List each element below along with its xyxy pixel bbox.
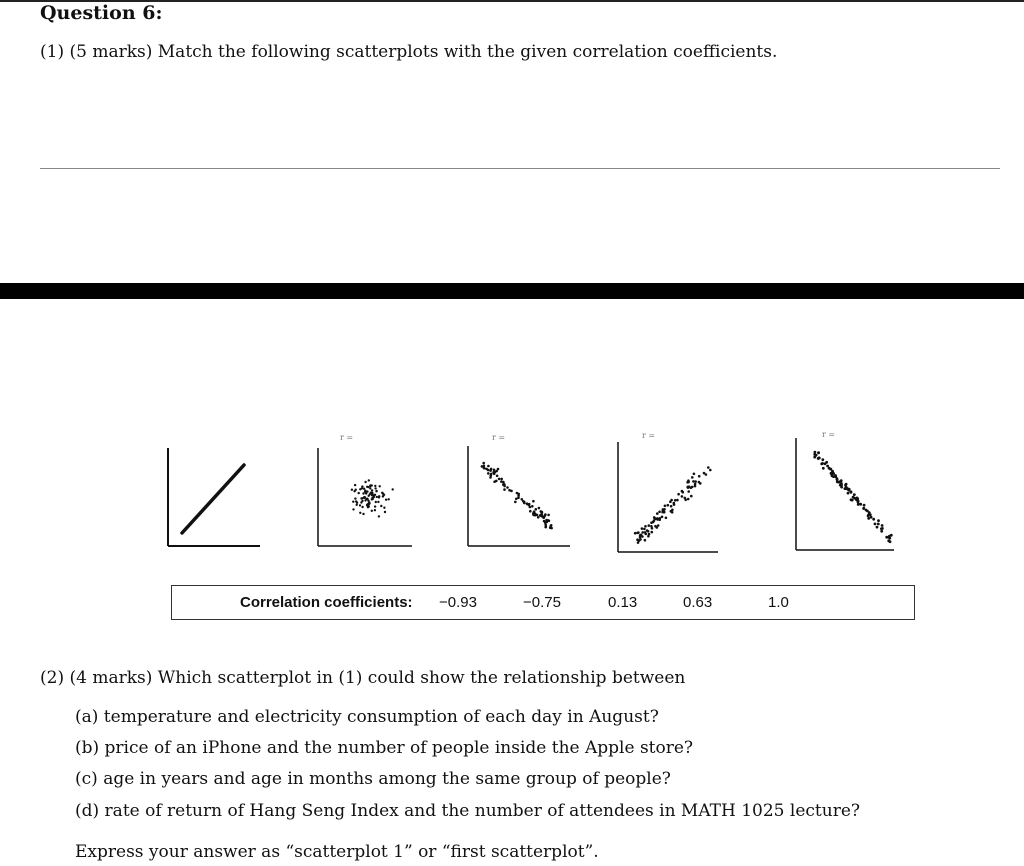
scatter-dot [362, 513, 364, 515]
scatter-dot [378, 515, 380, 517]
scatter-dot [658, 518, 661, 521]
scatter-dot [693, 473, 696, 476]
scatter-dot [818, 457, 821, 460]
scatter-dot [538, 507, 541, 510]
scatter-dot [814, 451, 817, 454]
scatter-dot [643, 528, 646, 531]
scatter-dot [838, 481, 841, 484]
scatter-dot [371, 497, 373, 499]
scatter-dot [381, 492, 383, 494]
scatter-dot [651, 531, 654, 534]
scatter-dot [857, 500, 860, 503]
scatter-dot [485, 468, 488, 471]
scatter-dot [544, 514, 547, 517]
scatter-dot [550, 525, 553, 528]
scatter-dot [681, 495, 684, 498]
scatter-dot [664, 505, 667, 508]
scatter-dot [363, 497, 365, 499]
scatter-dot [359, 512, 361, 514]
scatter-dot [694, 485, 697, 488]
scatter-dot [853, 493, 856, 496]
scatter-dot [354, 484, 356, 486]
scatter-dot [483, 465, 486, 468]
scatter-dot [532, 500, 535, 503]
scatter-dot [542, 516, 545, 519]
scatter-dot [638, 539, 641, 542]
scatter-dot [686, 486, 689, 489]
scatter-dot [877, 523, 880, 526]
scatter-dot [684, 497, 687, 500]
scatter-dot [699, 482, 702, 485]
scatter-dot [510, 490, 513, 493]
part2-prompt: (2) (4 marks) Which scatterplot in (1) could show the relationship between [40, 668, 686, 688]
scatter-dot [698, 475, 701, 478]
r-label: r = [340, 433, 354, 442]
scatter-dot [364, 491, 366, 493]
scatter-dot [529, 506, 532, 509]
scatter-dot [500, 480, 503, 483]
scatter-dot [831, 471, 834, 474]
scatter-dot [502, 483, 505, 486]
scatter-dot [641, 535, 644, 538]
scatter-dot [352, 508, 354, 510]
scatter-dot [707, 466, 710, 469]
coefficient-value: −0.93 [439, 594, 477, 611]
scatterplot-1 [160, 428, 272, 553]
scatter-dot [670, 499, 673, 502]
scatter-dot [500, 478, 503, 481]
scatter-dot [531, 505, 534, 508]
scatterplot-5 [782, 428, 894, 553]
scatter-dot [872, 518, 875, 521]
scatter-dot [493, 480, 496, 483]
scatter-dot [540, 513, 543, 516]
scatter-dot [374, 485, 376, 487]
scatter-dot [645, 533, 648, 536]
question-title: Question 6: [40, 2, 163, 24]
scatter-dot [639, 534, 642, 537]
scatter-dot [487, 472, 490, 475]
part2-item-a: (a) temperature and electricity consumption of each day in August? [75, 707, 659, 727]
scatter-dot [832, 475, 835, 478]
scatter-dot [888, 536, 891, 539]
scatter-dot [881, 524, 884, 527]
scatter-dot [845, 483, 848, 486]
scatter-dot [863, 504, 866, 507]
scatter-dot [515, 498, 518, 501]
part2-item-c: (c) age in years and age in months among the same group of people? [75, 769, 671, 789]
scatter-dot [371, 489, 373, 491]
r-label: r = [642, 431, 656, 440]
coefficients-label: Correlation coefficients: [240, 594, 413, 611]
scatter-dot [517, 496, 520, 499]
scatter-dot [356, 502, 358, 504]
scatter-dot [376, 496, 378, 498]
scatter-dot [885, 536, 888, 539]
scatter-dot [374, 509, 376, 511]
part2-item-b: (b) price of an iPhone and the number of people inside the Apple store? [75, 738, 694, 758]
scatter-dot [483, 467, 486, 470]
scatter-dot [847, 492, 850, 495]
scatter-dot [677, 493, 680, 496]
scatter-dot [667, 504, 670, 507]
scatter-dot [384, 511, 386, 513]
scatter-dot [852, 496, 855, 499]
scatter-dot [380, 505, 382, 507]
scatter-dot [368, 479, 370, 481]
part1-prompt: (1) (5 marks) Match the following scatterplots with the given correlation coefficients. [40, 42, 778, 62]
scatter-dot [636, 532, 639, 535]
scatter-dot [676, 499, 679, 502]
scatter-dot [848, 488, 851, 491]
scatter-dot [826, 465, 829, 468]
scatter-dot [358, 492, 360, 494]
scatter-dot [691, 486, 694, 489]
redaction-bar [0, 283, 1024, 299]
scatter-dot [857, 503, 860, 506]
scatter-dot [821, 458, 824, 461]
scatter-dot [851, 499, 854, 502]
scatter-dot [370, 492, 372, 494]
scatter-dot [862, 507, 865, 510]
scatter-dot [641, 527, 644, 530]
scatter-dot [354, 497, 356, 499]
scatter-dot [829, 468, 832, 471]
scatter-dot [366, 498, 368, 500]
scatter-dot [657, 524, 660, 527]
scatter-dot [532, 513, 535, 516]
scatter-dot [868, 511, 871, 514]
scatter-dot [644, 539, 647, 542]
scatter-dot [652, 521, 655, 524]
scatterplot-4 [610, 428, 722, 553]
scatter-dot [646, 529, 649, 532]
coefficients-box [171, 585, 915, 620]
scatter-dot [360, 497, 362, 499]
scatter-dot [375, 490, 377, 492]
scatter-dot [870, 516, 873, 519]
scatter-dot [844, 487, 847, 490]
scatter-dot [482, 462, 485, 465]
part2-item-d: (d) rate of return of Hang Seng Index and the number of attendees in MATH 1025 lecture? [75, 801, 861, 821]
scatter-dot [661, 516, 664, 519]
scatter-dot [388, 498, 390, 500]
scatter-dot [487, 465, 490, 468]
scatter-dot [825, 461, 828, 464]
scatter-dot [850, 491, 853, 494]
scatter-dot [517, 493, 520, 496]
scatter-dot [867, 515, 870, 518]
scatter-dot [364, 481, 366, 483]
scatter-dot [881, 527, 884, 530]
scatter-dot [634, 532, 637, 535]
scatter-dot [359, 504, 361, 506]
scatter-dot [361, 506, 363, 508]
scatter-dot [817, 452, 820, 455]
scatter-dot [815, 454, 818, 457]
scatter-dot [374, 487, 376, 489]
scatter-dot [880, 530, 883, 533]
coefficient-value: 1.0 [768, 594, 789, 611]
scatter-dot [363, 488, 365, 490]
scatter-dot [528, 503, 531, 506]
scatter-dot [371, 510, 373, 512]
scatter-dot [514, 501, 517, 504]
scatter-dot [361, 500, 363, 502]
scatter-dot [374, 505, 376, 507]
scatter-dot [670, 510, 673, 513]
scatter-dot [682, 491, 685, 494]
scatter-dot [351, 489, 353, 491]
scatter-dot [821, 462, 824, 465]
scatter-dot [694, 480, 697, 483]
answer-instruction: Express your answer as “scatterplot 1” or “first scatterplot”. [75, 842, 599, 862]
scatter-dot [687, 498, 690, 501]
coefficient-value: 0.63 [683, 594, 713, 611]
scatter-dot [856, 497, 859, 500]
scatter-dot [653, 516, 656, 519]
scatter-dot [691, 476, 694, 479]
scatter-dot [647, 535, 650, 538]
scatter-dot [490, 468, 493, 471]
scatter-dot [496, 475, 499, 478]
coefficient-value: −0.75 [523, 594, 561, 611]
scatter-dot [489, 476, 492, 479]
scatter-dot [537, 516, 540, 519]
scatter-dot [540, 510, 543, 513]
scatter-dot [367, 500, 369, 502]
scatter-dot [498, 478, 501, 481]
scatter-dot [686, 481, 689, 484]
scatter-dot [362, 492, 364, 494]
scatterplot-2 [310, 428, 422, 553]
scatterplot-3 [460, 428, 572, 553]
scatter-dot [867, 517, 870, 520]
scatter-dot [392, 488, 394, 490]
r-label: r = [492, 433, 506, 442]
scatter-dot [521, 498, 524, 501]
scatter-dot [887, 539, 890, 542]
scatter-dot [493, 472, 496, 475]
scatter-dot [655, 518, 658, 521]
scatter-dot [641, 531, 644, 534]
scatter-dot [877, 519, 880, 522]
scatter-dot [876, 526, 879, 529]
scatter-dot [355, 489, 357, 491]
scatter-dot [874, 523, 877, 526]
scatter-dot [375, 501, 377, 503]
scatter-dot [535, 508, 538, 511]
scatter-dot [529, 510, 532, 513]
scatter-dot [840, 486, 843, 489]
scatter-dot [859, 503, 862, 506]
scatter-dot [503, 488, 506, 491]
scatter-dot [367, 486, 369, 488]
scatter-dot [368, 505, 370, 507]
scatter-dot [658, 511, 661, 514]
scatter-dot [385, 499, 387, 501]
scatter-dot [526, 502, 529, 505]
scatter-dot [361, 487, 363, 489]
scatter-dot [709, 469, 712, 472]
coefficient-value: 0.13 [608, 594, 638, 611]
scatter-dot [377, 501, 379, 503]
scatter-dot [650, 525, 653, 528]
scatter-dot [673, 503, 676, 506]
scatter-dot [670, 505, 673, 508]
scatter-dot [378, 496, 380, 498]
r-label: r = [822, 430, 836, 439]
scatter-dot [369, 487, 371, 489]
scatter-dot [656, 512, 659, 515]
scatter-dot [383, 494, 385, 496]
answer-line [40, 168, 1000, 169]
scatter-dot [665, 517, 668, 520]
scatter-dot [506, 486, 509, 489]
scatter-dot [547, 514, 550, 517]
scatter-dot [368, 503, 370, 505]
scatter-dot [648, 524, 651, 527]
scatter-dot [383, 507, 385, 509]
scatter-dot [644, 525, 647, 528]
scatter-dot [523, 501, 526, 504]
scatter-dot [662, 509, 665, 512]
scatter-dot [533, 510, 536, 513]
scatter-dot [547, 519, 550, 522]
scatter-dot [373, 494, 375, 496]
scatter-dot [674, 499, 677, 502]
scatter-dot [352, 501, 354, 503]
scatter-dot [692, 480, 695, 483]
scatter-dot [544, 521, 547, 524]
scatter-dot [356, 504, 358, 506]
scatter-dot [379, 485, 381, 487]
scatter-dot [687, 490, 690, 493]
scatter-dot [690, 495, 693, 498]
scatter-dot [822, 467, 825, 470]
scatter-dot [705, 473, 708, 476]
